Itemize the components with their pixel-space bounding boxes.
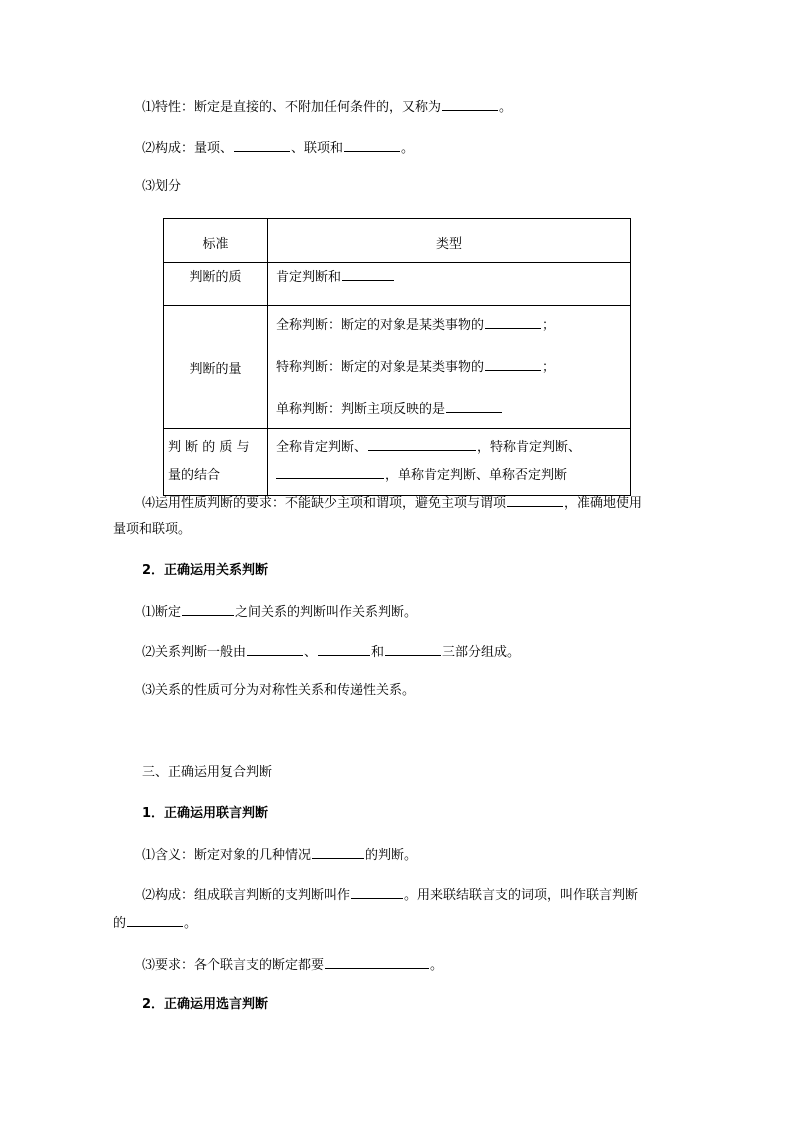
cell-text: ，特称肯定判断、 <box>477 440 582 455</box>
para-text: 。 <box>499 100 513 115</box>
row-content <box>268 306 631 429</box>
table-header-row <box>164 219 631 263</box>
cell-text: 特称判断：断定的对象是某类事物的 <box>276 360 485 375</box>
para-requirement-cont: 量项和联项。 <box>113 522 192 537</box>
row-label: 判断的量 <box>164 306 268 429</box>
row-content <box>268 429 631 496</box>
cell-text: 全称肯定判断、 <box>276 440 368 455</box>
answer-blank[interactable] <box>507 493 563 507</box>
row-content <box>268 263 631 306</box>
answer-blank[interactable] <box>485 357 541 371</box>
para-conjunctive-meaning <box>142 845 417 865</box>
table-row <box>164 263 631 306</box>
para-division: ⑶划分 <box>142 179 182 194</box>
cell-text: ； <box>542 360 556 375</box>
para-conjunctive-requirement <box>142 955 443 975</box>
para-text: ，准确地使用 <box>564 496 643 511</box>
para-relation-nature: ⑶关系的性质可分为对称性关系和传递性关系。 <box>142 683 416 698</box>
answer-blank[interactable] <box>182 602 234 616</box>
cell-line <box>276 357 630 377</box>
section-heading: 1．正确运用联言判断 <box>142 806 269 821</box>
para-conjunctive-structure-cont <box>113 913 197 933</box>
answer-blank[interactable] <box>318 642 370 656</box>
section-heading: 2．正确运用选言判断 <box>142 997 269 1012</box>
header-standard: 标准 <box>164 219 268 263</box>
cell-text: 肯定判断和 <box>276 270 342 285</box>
para-conjunctive-structure <box>142 885 638 905</box>
para-text: 。 <box>184 916 198 931</box>
cell-text: ； <box>542 318 556 333</box>
table-row <box>164 429 631 496</box>
para-text: 。 <box>401 141 415 156</box>
answer-blank[interactable] <box>325 955 429 969</box>
answer-blank[interactable] <box>485 315 541 329</box>
answer-blank[interactable] <box>247 642 303 656</box>
cell-line <box>276 315 630 335</box>
label-line: 判 断 的 质 与 <box>168 440 250 455</box>
para-text: 的 <box>113 916 127 931</box>
para-text: ⑴特性：断定是直接的、不附加任何条件的，又称为 <box>142 100 442 115</box>
answer-blank[interactable] <box>342 267 394 281</box>
answer-blank[interactable] <box>127 913 183 927</box>
answer-blank[interactable] <box>276 465 384 479</box>
para-text: 。 <box>430 958 444 973</box>
answer-blank[interactable] <box>368 437 476 451</box>
section-heading: 2．正确运用关系判断 <box>142 563 269 578</box>
cell-text: ，单称肯定判断、单称否定判断 <box>385 468 568 483</box>
label-line: 量的结合 <box>168 468 221 483</box>
answer-blank[interactable] <box>351 885 403 899</box>
cell-line <box>276 399 630 419</box>
answer-blank[interactable] <box>385 642 441 656</box>
answer-blank[interactable] <box>442 97 498 111</box>
para-relation-parts <box>142 642 520 662</box>
classification-table <box>163 218 631 496</box>
para-characteristic <box>142 97 512 117</box>
para-relation-def <box>142 602 417 622</box>
answer-blank[interactable] <box>312 845 364 859</box>
para-text: 之间关系的判断叫作关系判断。 <box>235 605 418 620</box>
para-text: ⑵构成：量项、 <box>142 141 234 156</box>
answer-blank[interactable] <box>234 138 290 152</box>
row-label: 判断的质 <box>164 263 268 306</box>
table-row <box>164 306 631 429</box>
cell-line <box>276 434 630 462</box>
cell-text: 单称判断：判断主项反映的是 <box>276 402 446 417</box>
para-text: 的判断。 <box>365 848 418 863</box>
answer-blank[interactable] <box>344 138 400 152</box>
chapter-heading: 三、正确运用复合判断 <box>142 765 273 780</box>
para-requirement <box>142 493 642 513</box>
para-text: ⑷运用性质判断的要求：不能缺少主项和谓项，避免主项与谓项 <box>142 496 507 511</box>
header-type: 类型 <box>268 219 631 263</box>
para-text: ⑴断定 <box>142 605 182 620</box>
para-text: 、 <box>304 645 318 660</box>
para-composition <box>142 138 414 158</box>
cell-line <box>276 462 630 490</box>
para-text: ⑶要求：各个联言支的断定都要 <box>142 958 325 973</box>
para-text: 。用来联结联言支的词项，叫作联言判断 <box>404 888 639 903</box>
para-text: 、联项和 <box>291 141 344 156</box>
para-text: 和 <box>371 645 385 660</box>
row-label <box>164 429 268 496</box>
para-text: ⑴含义：断定对象的几种情况 <box>142 848 312 863</box>
answer-blank[interactable] <box>446 399 502 413</box>
para-text: ⑵关系判断一般由 <box>142 645 247 660</box>
para-text: ⑵构成：组成联言判断的支判断叫作 <box>142 888 351 903</box>
para-text: 三部分组成。 <box>442 645 521 660</box>
cell-text: 全称判断：断定的对象是某类事物的 <box>276 318 485 333</box>
